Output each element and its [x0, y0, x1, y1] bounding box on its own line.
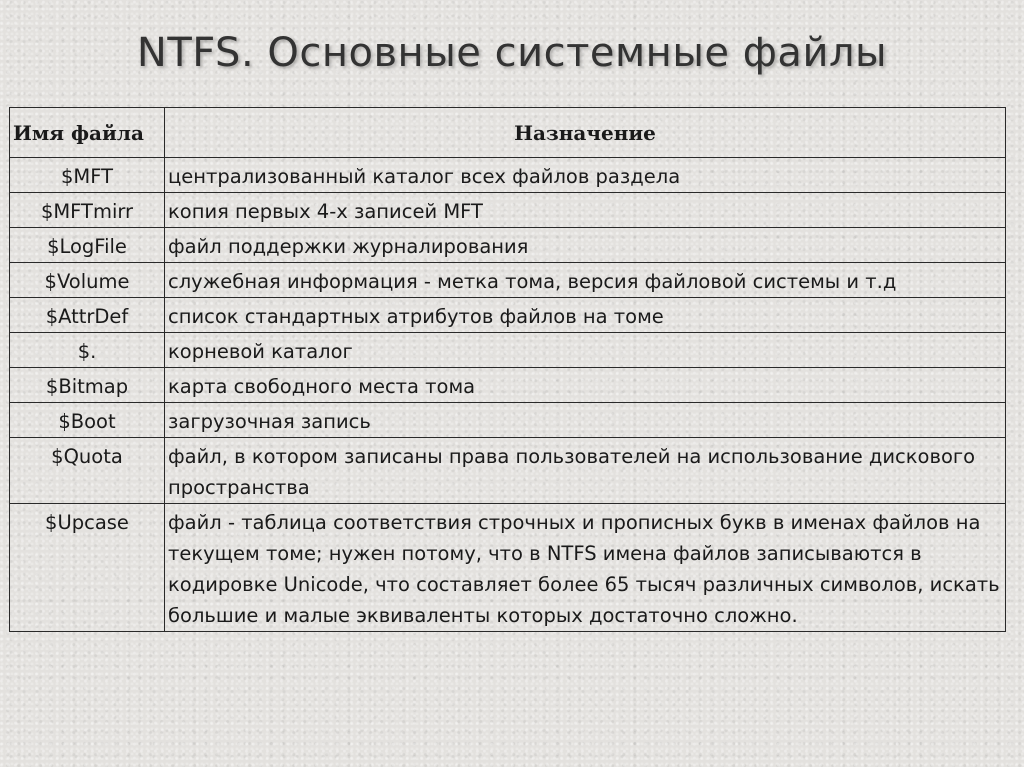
table-row: [10, 438, 1006, 504]
file-purpose-cell: файл - таблица соответствия строчных и прописных букв в именах файлов на текущем томе; нужен потому, что в NTFS имена файлов записываются в кодировке Unicode, что составляет более 65 тысяч различных символов, искать большие и малые эквиваленты которых достаточно сложно.: [165, 504, 1006, 632]
table-row: [10, 504, 1006, 632]
file-name-cell: $Upcase: [10, 504, 165, 632]
file-purpose-cell: корневой каталог: [165, 333, 1006, 368]
file-name-cell: $Bitmap: [10, 368, 165, 403]
table-row: [10, 403, 1006, 438]
table-row: [10, 368, 1006, 403]
slide-title: NTFS. Основные системные файлы: [136, 30, 888, 76]
table-row: [10, 333, 1006, 368]
table-row: [10, 298, 1006, 333]
table-row: [10, 193, 1006, 228]
file-purpose-cell: загрузочная запись: [165, 403, 1006, 438]
file-purpose-cell: файл, в котором записаны права пользователей на использование дискового пространства: [165, 438, 1006, 504]
file-name-cell: $.: [10, 333, 165, 368]
file-name-cell: $AttrDef: [10, 298, 165, 333]
file-purpose-cell: централизованный каталог всех файлов раздела: [165, 158, 1006, 193]
file-name-cell: $Volume: [10, 263, 165, 298]
system-files-table: [9, 107, 1006, 632]
table-row: [10, 263, 1006, 298]
file-name-cell: $MFT: [10, 158, 165, 193]
file-name-cell: $Boot: [10, 403, 165, 438]
file-purpose-cell: список стандартных атрибутов файлов на томе: [165, 298, 1006, 333]
header-row: [10, 108, 1006, 158]
file-purpose-cell: карта свободного места тома: [165, 368, 1006, 403]
file-name-cell: $LogFile: [10, 228, 165, 263]
file-purpose-cell: служебная информация - метка тома, версия файловой системы и т.д: [165, 263, 1006, 298]
file-name-cell: $MFTmirr: [10, 193, 165, 228]
file-purpose-cell: файл поддержки журналирования: [165, 228, 1006, 263]
file-name-cell: $Quota: [10, 438, 165, 504]
file-purpose-cell: копия первых 4-х записей MFT: [165, 193, 1006, 228]
table-row: [10, 158, 1006, 193]
header-file-name: Имя файла: [10, 108, 165, 158]
header-purpose: Назначение: [165, 108, 1006, 158]
table-row: [10, 228, 1006, 263]
